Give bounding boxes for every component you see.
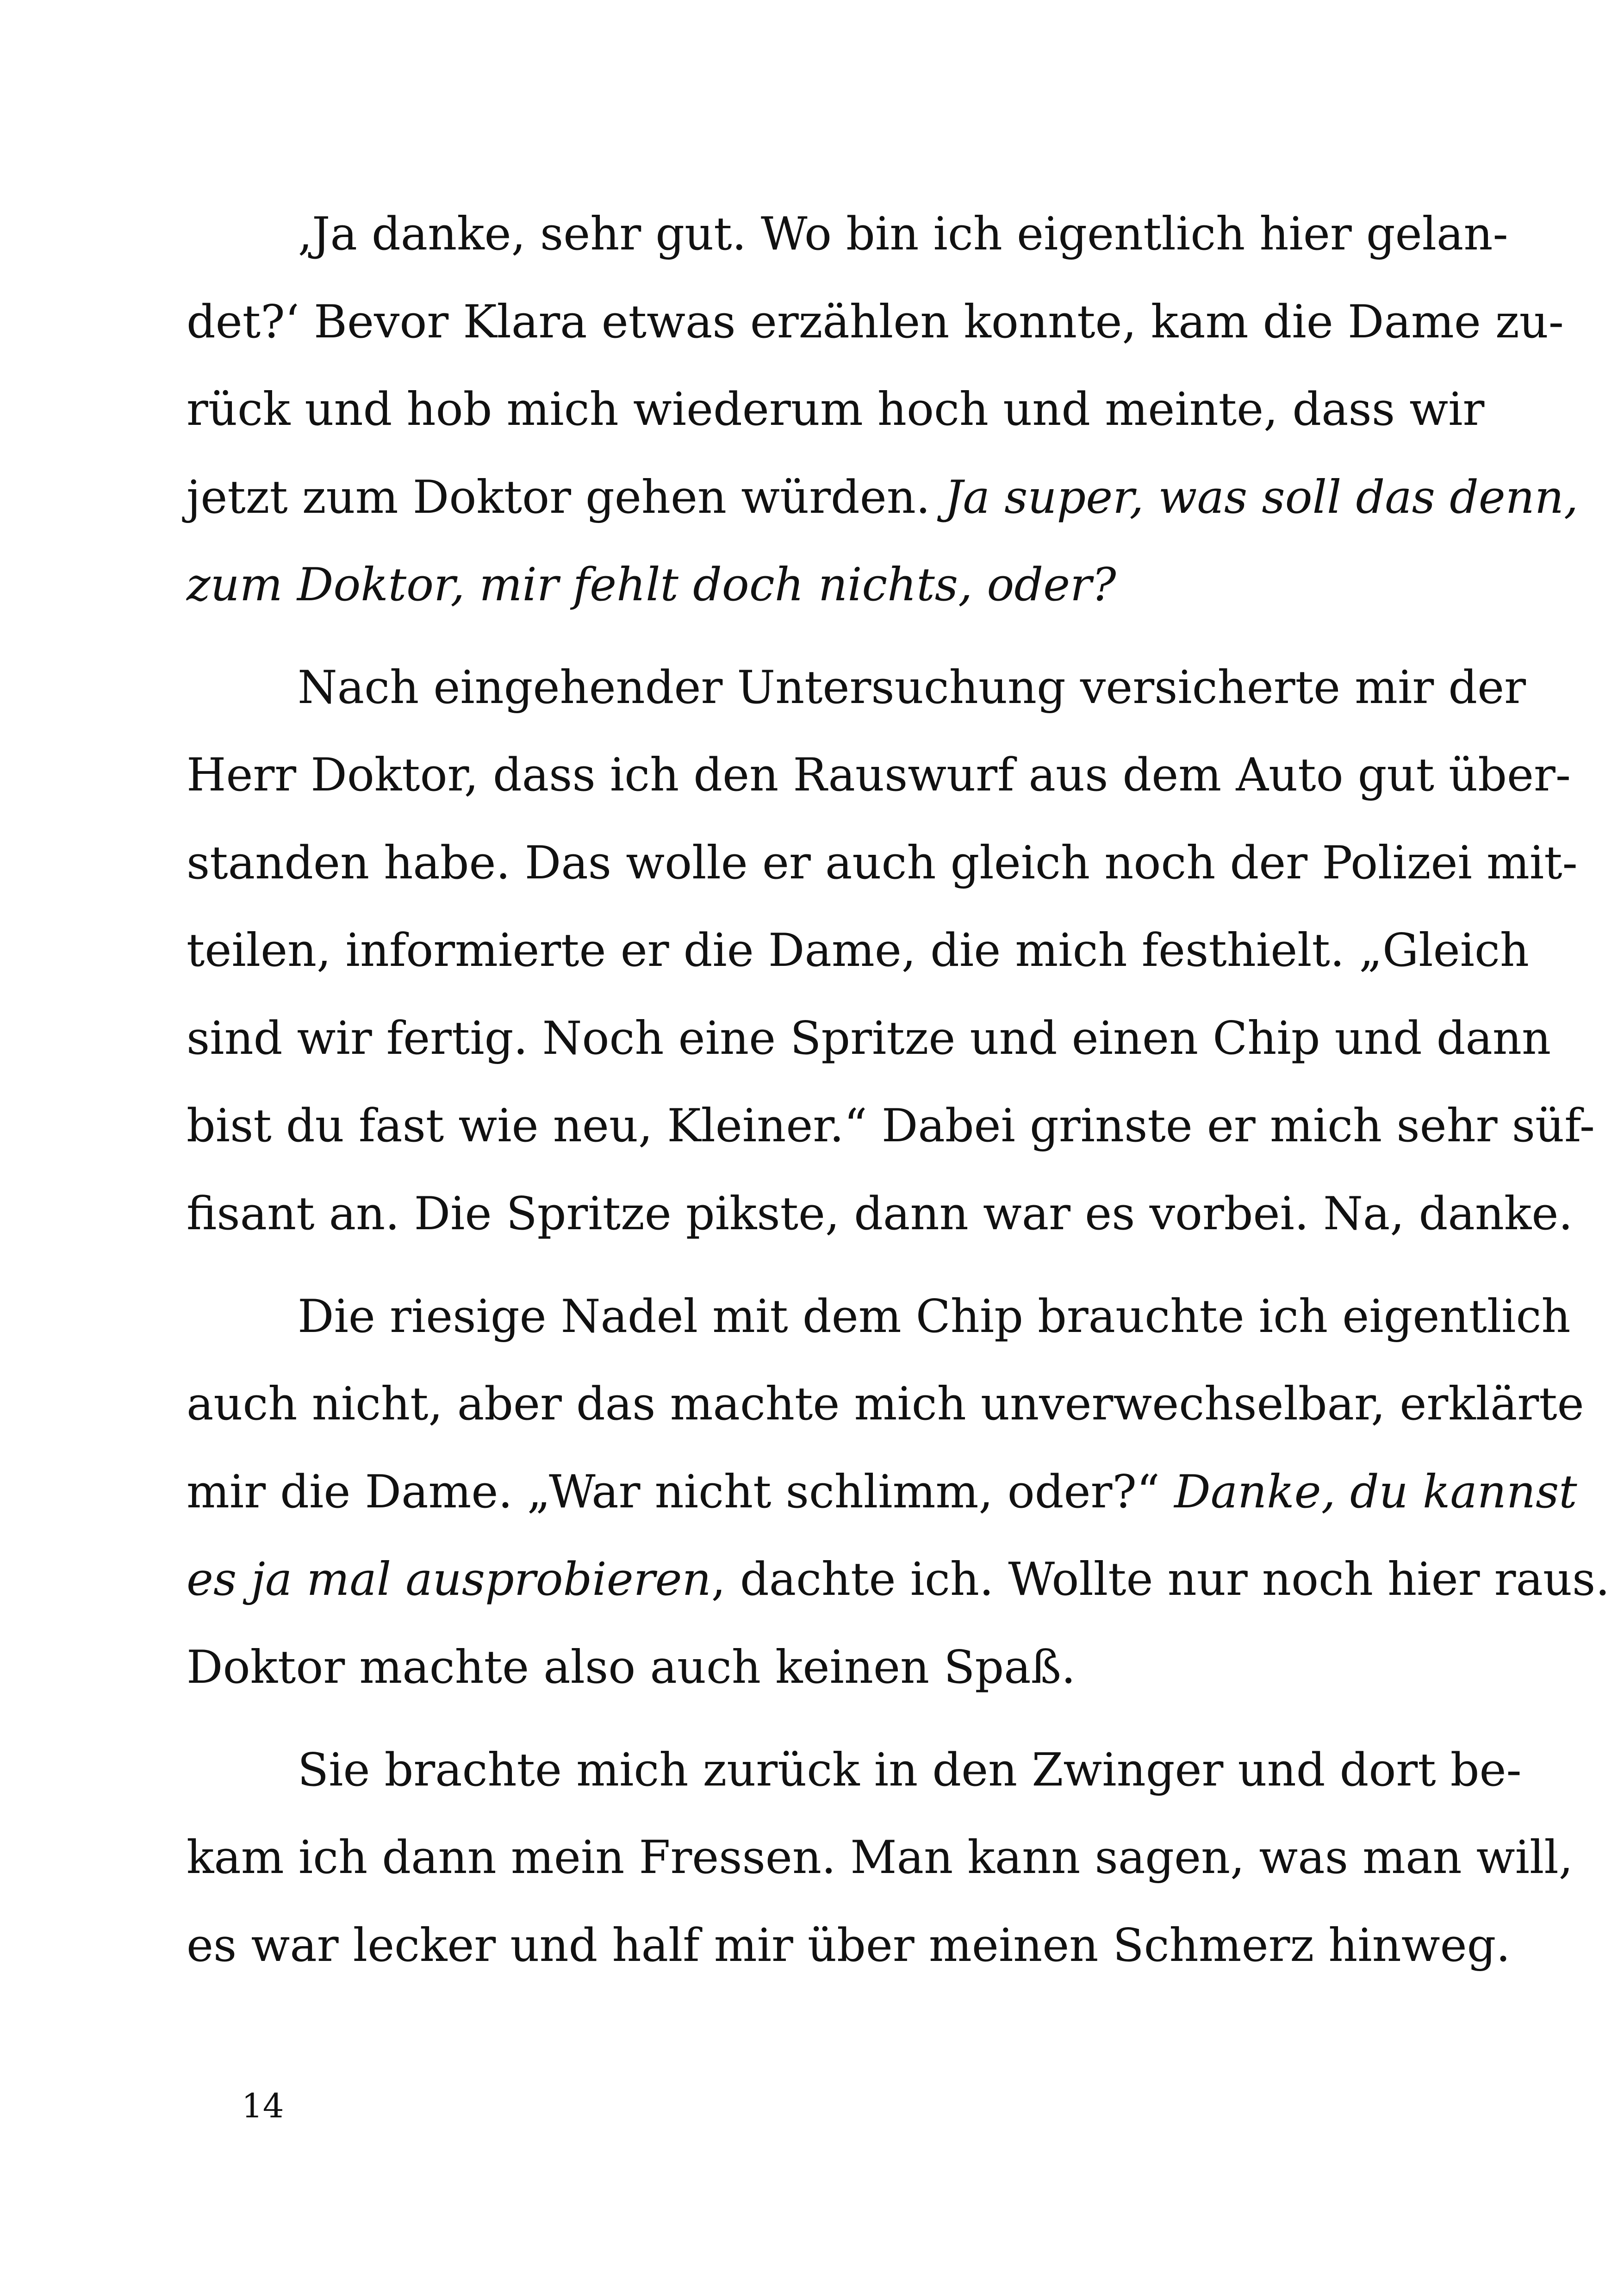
page-number: 14: [242, 2086, 284, 2125]
text-line: [187, 375, 1485, 444]
text-line: [187, 1823, 1573, 1892]
line-segment: mir die Dame. „War nicht schlimm, oder?“: [187, 1466, 1175, 1518]
line-segment: jetzt zum Doktor gehen würden.: [187, 471, 945, 524]
text-line: [298, 1736, 1522, 1805]
text-line: [187, 550, 1431, 620]
line-segment: es war lecker und half mir über meinen Schmerz hinweg.: [187, 1919, 1511, 1972]
text-line: [298, 653, 1526, 722]
text-line: [187, 828, 1578, 898]
italic-thought: Danke, du kannst: [1174, 1466, 1577, 1518]
text-line: [187, 1633, 1431, 1702]
line-segment: Die riesige Nadel mit dem Chip brauchte ich eigentlich: [298, 1290, 1571, 1343]
text-line: [187, 1004, 1551, 1073]
text-line: [187, 1457, 1577, 1527]
italic-thought: Ja super, was soll das denn,: [945, 471, 1579, 524]
line-segment: Herr Doktor, dass ich den Rauswurf aus dem Auto gut über-: [187, 749, 1571, 802]
text-line: [298, 1282, 1571, 1351]
text-line: [187, 916, 1529, 985]
italic-thought: es ja mal ausprobieren: [187, 1553, 711, 1606]
line-segment: Sie brachte mich zurück in den Zwinger und dort be-: [298, 1744, 1522, 1797]
line-segment: fisant an. Die Spritze pikste, dann war es vorbei. Na, danke.: [187, 1188, 1573, 1240]
text-line: [187, 1911, 1511, 1980]
line-segment: bist du fast wie neu, Kleiner.“ Dabei grinste er mich sehr süf-: [187, 1100, 1595, 1152]
text-line: [187, 1369, 1584, 1439]
text-line: [298, 199, 1508, 269]
text-line: [187, 740, 1571, 810]
line-segment: ‚Ja danke, sehr gut. Wo bin ich eigentlich hier gelan-: [298, 208, 1508, 261]
line-segment: standen habe. Das wolle er auch gleich noch der Polizei mit-: [187, 837, 1578, 890]
text-line: [187, 1091, 1595, 1161]
text-line: [187, 287, 1564, 357]
line-segment: Nach eingehender Untersuchung versicherte mir der: [298, 661, 1526, 714]
line-segment: kam ich dann mein Fressen. Man kann sagen, was man will,: [187, 1831, 1573, 1884]
line-segment: det?‘ Bevor Klara etwas erzählen konnte, kam die Dame zu-: [187, 296, 1564, 348]
text-line: [187, 1179, 1573, 1249]
text-line: [187, 1545, 1610, 1614]
line-segment: , dachte ich. Wollte nur noch hier raus.: [711, 1553, 1610, 1606]
line-segment: Doktor machte also auch keinen Spaß.: [187, 1641, 1076, 1694]
line-segment: rück und hob mich wiederum hoch und meinte, dass wir: [187, 383, 1485, 436]
italic-thought: zum Doktor, mir fehlt doch nichts, oder?: [187, 559, 1116, 611]
line-segment: teilen, informierte er die Dame, die mich festhielt. „Gleich: [187, 924, 1529, 977]
line-segment: sind wir fertig. Noch eine Spritze und einen Chip und dann: [187, 1012, 1551, 1065]
line-segment: auch nicht, aber das machte mich unverwechselbar, erklärte: [187, 1378, 1584, 1431]
text-line: [187, 463, 1579, 532]
